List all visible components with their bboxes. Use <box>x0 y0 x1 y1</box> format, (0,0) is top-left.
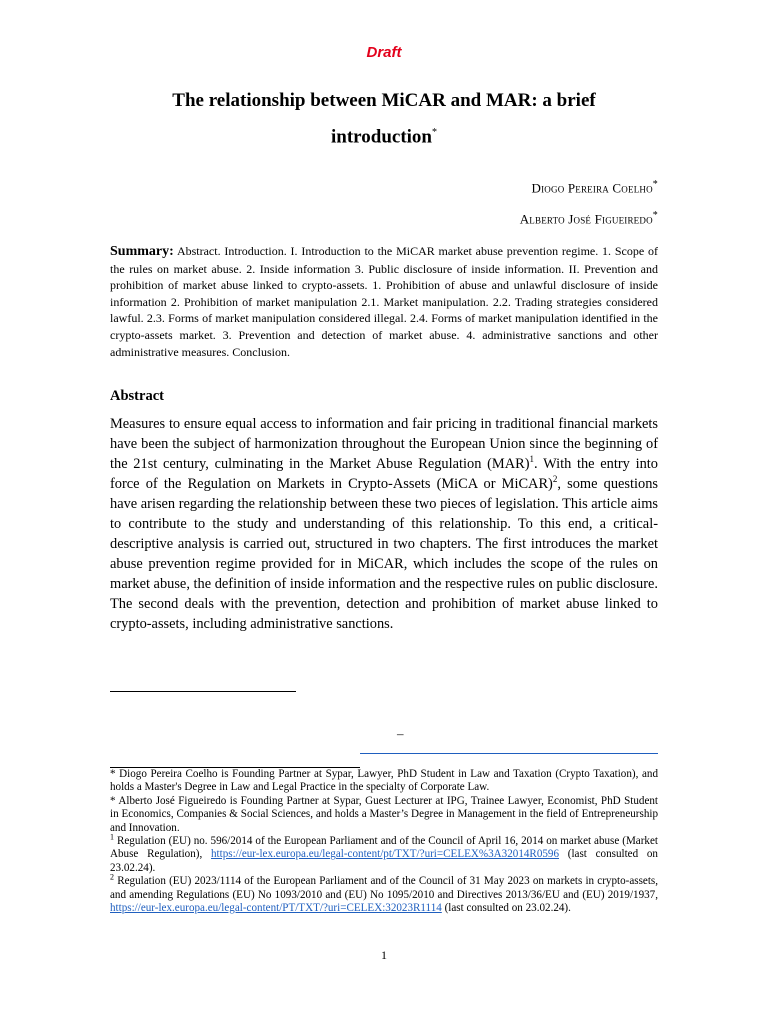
footnote-1 <box>110 832 658 875</box>
footnote-marker: * <box>110 768 116 780</box>
footnotes <box>110 768 658 915</box>
abstract-heading: Abstract <box>110 388 164 404</box>
abstract-text-3: , some questions have arisen regarding the relationship between these two pieces of legislation. This article aims to contribute to the study and understanding of this relationship. To this end, a critical-descriptive analysis is carried out, structured in two chapters. The first introduces the market abuse prevention regime provided for in MiCAR, which includes the scope of the rules on market abuse, the definition of inside information and the respective rules on public disclosure. The second deals with the prevention, detection and prohibition of market abuse linked to crypto-assets, including administrative sanctions. <box>110 476 658 632</box>
abstract-body <box>110 414 658 634</box>
link-underline-divider <box>360 753 658 754</box>
footnote-marker: * <box>110 794 116 807</box>
abstract-text-2: . With the entry into force of the Regulation on Markets in Crypto-Assets (MiCA or MiCAR) <box>110 456 658 492</box>
author-2 <box>520 210 658 227</box>
footnote-2-link[interactable]: https://eur-lex.europa.eu/legal-content/PT/TXT/?uri=CELEX:32023R1114 <box>110 902 442 915</box>
footnote-marker: 2 <box>110 872 114 882</box>
footnote-text: Regulation (EU) no. 596/2014 of the European Parliament and of the Council of April 16, 2014 on market abuse (Market Abuse Regulation), <box>110 835 658 861</box>
title-line-2 <box>110 117 658 153</box>
title-line-1: The relationship between MiCAR and MAR: a brief <box>172 90 596 111</box>
page-number: 1 <box>381 948 387 962</box>
footnote-ref-2[interactable]: 2 <box>552 474 558 485</box>
footnote-author-1 <box>110 768 658 795</box>
title-footnote-marker[interactable]: * <box>432 127 437 138</box>
footnote-text: Alberto José Figueiredo is Founding Partner at Sypar, Guest Lecturer at IPG, Trainee Lawyer, Economist, PhD Student in Economics, Companies & Social Sciences, and holds a Master’s Degree in Management in the field of Entrepreneurship and Innovation. <box>110 794 658 834</box>
divider-line <box>110 691 296 692</box>
author-1-marker[interactable]: * <box>652 179 658 190</box>
draft-label: Draft <box>366 44 402 61</box>
footnote-ref-1[interactable]: 1 <box>529 454 534 465</box>
author-1-name: Diogo Pereira Coelho <box>531 180 653 196</box>
summary-block <box>110 243 658 360</box>
author-2-marker[interactable]: * <box>652 210 658 221</box>
footnote-author-2 <box>110 795 658 835</box>
author-2-name: Alberto José Figueiredo <box>519 211 653 227</box>
separator-dash: – <box>397 726 404 741</box>
footnote-suffix: (last consulted on 23.02.24). <box>444 902 571 915</box>
footnote-suffix: (last consulted on 23.02.24). <box>110 848 658 874</box>
footnote-1-link[interactable]: https://eur-lex.europa.eu/legal-content/pt/TXT/?uri=CELEX%3A32014R0596 <box>211 848 560 861</box>
footnote-text: Regulation (EU) 2023/1114 of the European Parliament and of the Council of 31 May 2023 on markets in crypto-assets, and amending Regulations (EU) No 1093/2010 and (EU) No 1095/2010 and Directives 2013/36/EU and (EU) 2019/1937, <box>110 875 658 901</box>
summary-text: Abstract. Introduction. I. Introduction to the MiCAR market abuse prevention regime. 1. Scope of the rules on market abuse. 2. Inside information 3. Public disclosure of inside information. II. Prevention and prohibition of market abuse linked to crypto-assets. 1. Prohibition of abuse and unlawful disclosure of inside information 2. Prohibition of market manipulation 2.1. Market manipulation. 2.2. Trading strategies considered lawful. 2.3. Forms of market manipulation considered illegal. 2.4. Forms of market manipulation identified in the crypto-assets market. 3. Prevention and detection of market abuse. 4. administrative sanctions and other administrative measures. Conclusion. <box>110 244 658 359</box>
footnote-marker: 1 <box>110 832 114 842</box>
footnote-2 <box>110 872 658 915</box>
abstract-text-1: Measures to ensure equal access to information and fair pricing in traditional financial markets have been the subject of harmonization throughout the European Union since the beginning of the 21st century, culminating in the Market Abuse Regulation (MAR) <box>110 416 658 472</box>
title-line-2-text: introduction <box>330 126 432 148</box>
author-1 <box>532 179 658 196</box>
summary-label: Summary: <box>110 244 174 259</box>
footnote-text: Diogo Pereira Coelho is Founding Partner at Sypar, Lawyer, PhD Student in Law and Taxation (Crypto Taxation), and holds a Master's Degree in Law and Legal Practice in the specialty of Corporate Law. <box>110 768 658 794</box>
paper-title <box>110 85 658 153</box>
